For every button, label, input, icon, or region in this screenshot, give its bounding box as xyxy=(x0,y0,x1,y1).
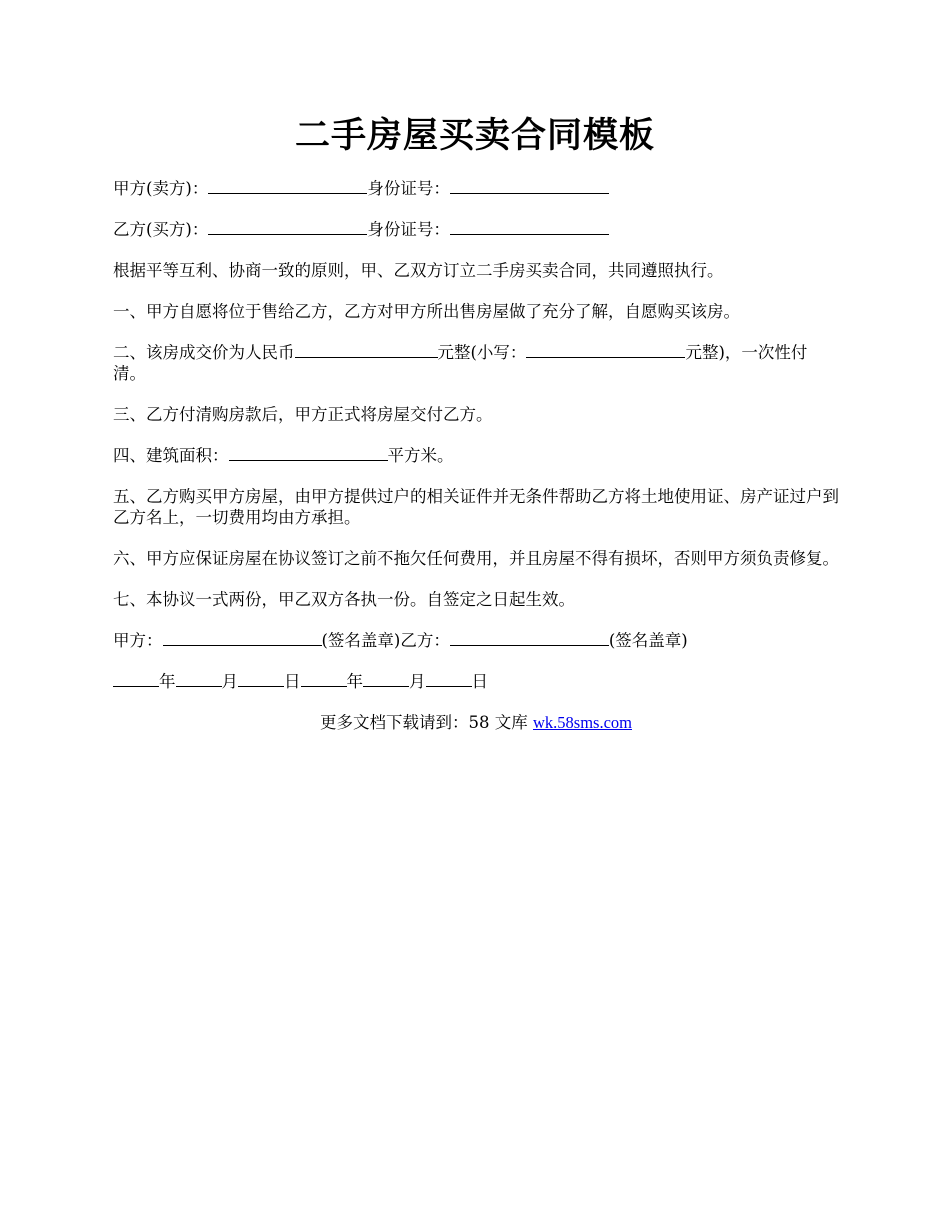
party-a-line xyxy=(113,178,839,199)
party-b-id-label: 身份证号： xyxy=(367,220,450,239)
sign-party-a-seal: (签名盖章) xyxy=(321,631,401,650)
party-a-name-blank xyxy=(208,179,367,194)
date-b-day: 日 xyxy=(471,672,488,691)
clause-2-part-1: 二、该房成交价为人民币 xyxy=(113,343,295,362)
party-b-id-blank xyxy=(450,220,609,235)
party-a-id-label: 身份证号： xyxy=(367,179,450,198)
clause-1: 一、甲方自愿将位于售给乙方，乙方对甲方所出售房屋做了充分了解，自愿购买该房。 xyxy=(113,302,740,321)
date-a-day-blank xyxy=(238,672,284,687)
date-a-month-blank xyxy=(176,672,222,687)
sign-party-a-label: 甲方： xyxy=(113,631,163,650)
date-a-month: 月 xyxy=(221,672,238,691)
sign-party-b-blank xyxy=(450,631,609,646)
date-a-year: 年 xyxy=(159,672,176,691)
clause-4-part-1: 四、建筑面积： xyxy=(113,446,229,465)
clause-2-part-2: 元整(小写： xyxy=(437,343,527,362)
price-words-blank xyxy=(295,343,438,358)
clause-6: 六、甲方应保证房屋在协议签订之前不拖欠任何费用，并且房屋不得有损坏，否则甲方须负责修复。 xyxy=(113,549,839,568)
party-a-label: 甲方(卖方)： xyxy=(113,179,209,198)
clause-2 xyxy=(113,342,839,384)
clause-4-part-2: 平方米。 xyxy=(387,446,454,465)
clause-7: 七、本协议一式两份，甲乙双方各执一份。自签定之日起生效。 xyxy=(113,590,575,609)
party-b-name-blank xyxy=(208,220,367,235)
date-b-day-blank xyxy=(426,672,472,687)
clause-3: 三、乙方付清购房款后，甲方正式将房屋交付乙方。 xyxy=(113,405,493,424)
price-figures-blank xyxy=(526,343,685,358)
party-b-line xyxy=(113,219,839,240)
area-blank xyxy=(229,446,388,461)
footer-link[interactable]: wk.58sms.com xyxy=(533,713,632,732)
clause-2-part-3: 元整)，一次性付清。 xyxy=(113,343,808,383)
clause-5: 五、乙方购买甲方房屋，由甲方提供过户的相关证件并无条件帮助乙方将土地使用证、房产证过户到乙方名上，一切费用均由方承担。 xyxy=(113,487,839,527)
date-a-year-blank xyxy=(113,672,159,687)
document-body xyxy=(113,178,839,753)
signature-line xyxy=(113,630,839,651)
clause-4 xyxy=(113,445,839,466)
document-title: 二手房屋买卖合同模板 xyxy=(294,115,655,156)
sign-party-b-label: 乙方： xyxy=(400,631,450,650)
date-line xyxy=(113,671,839,692)
date-b-year: 年 xyxy=(346,672,363,691)
date-b-month-blank xyxy=(363,672,409,687)
preamble: 根据平等互利、协商一致的原则，甲、乙双方订立二手房买卖合同，共同遵照执行。 xyxy=(113,261,724,280)
date-a-day: 日 xyxy=(284,672,301,691)
footer xyxy=(113,712,839,733)
date-b-year-blank xyxy=(301,672,347,687)
sign-party-b-seal: (签名盖章) xyxy=(608,631,688,650)
party-a-id-blank xyxy=(450,179,609,194)
footer-text: 更多文档下载请到：58 文库 xyxy=(320,713,533,732)
sign-party-a-blank xyxy=(163,631,322,646)
party-b-label: 乙方(买方)： xyxy=(113,220,209,239)
date-b-month: 月 xyxy=(409,672,426,691)
